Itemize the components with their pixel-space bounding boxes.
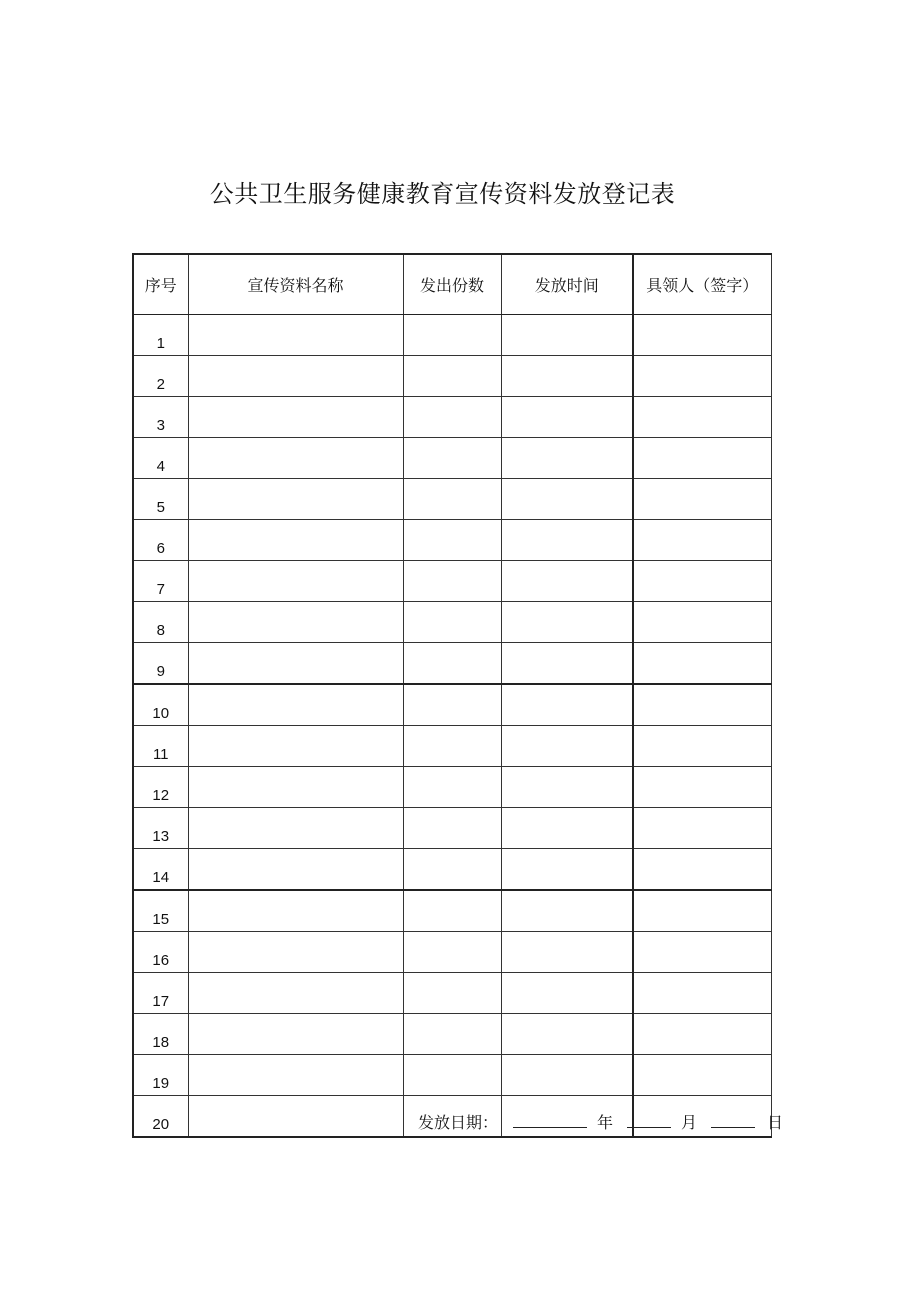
seq-cell: 15 <box>133 890 188 932</box>
date-label: 发放日期： <box>418 1113 499 1132</box>
material-name-cell[interactable] <box>188 602 403 643</box>
copies-issued-cell[interactable] <box>403 479 501 520</box>
copies-issued-cell[interactable] <box>403 1014 501 1055</box>
issue-time-cell[interactable] <box>501 397 633 438</box>
table-row <box>133 973 771 1014</box>
header-material-name: 宣传资料名称 <box>188 254 403 315</box>
copies-issued-cell[interactable] <box>403 849 501 891</box>
header-copies-issued: 发出份数 <box>403 254 501 315</box>
issue-time-cell[interactable] <box>501 684 633 726</box>
material-name-cell[interactable] <box>188 1055 403 1096</box>
issue-time-cell[interactable] <box>501 849 633 891</box>
seq-cell: 2 <box>133 356 188 397</box>
copies-issued-cell[interactable] <box>403 684 501 726</box>
table-row <box>133 438 771 479</box>
table-row <box>133 808 771 849</box>
table-row <box>133 1055 771 1096</box>
material-name-cell[interactable] <box>188 1014 403 1055</box>
table-row <box>133 561 771 602</box>
issue-time-cell[interactable] <box>501 890 633 932</box>
copies-issued-cell[interactable] <box>403 808 501 849</box>
seq-cell: 10 <box>133 684 188 726</box>
recipient-signature-cell[interactable] <box>633 932 771 973</box>
issue-time-cell[interactable] <box>501 356 633 397</box>
material-name-cell[interactable] <box>188 397 403 438</box>
seq-cell: 20 <box>133 1096 188 1138</box>
material-name-cell[interactable] <box>188 932 403 973</box>
recipient-signature-cell[interactable] <box>633 1014 771 1055</box>
table-row <box>133 684 771 726</box>
seq-cell: 19 <box>133 1055 188 1096</box>
page-title: 公共卫生服务健康教育宣传资料发放登记表 <box>209 180 676 208</box>
day-label: 日 <box>767 1113 784 1132</box>
material-name-cell[interactable] <box>188 684 403 726</box>
issue-time-cell[interactable] <box>501 932 633 973</box>
issue-time-cell[interactable] <box>501 808 633 849</box>
table-row <box>133 767 771 808</box>
year-blank[interactable] <box>513 1113 587 1128</box>
copies-issued-cell[interactable] <box>403 520 501 561</box>
recipient-signature-cell[interactable] <box>633 767 771 808</box>
material-name-cell[interactable] <box>188 356 403 397</box>
seq-cell: 11 <box>133 726 188 767</box>
issue-time-cell[interactable] <box>501 973 633 1014</box>
material-name-cell[interactable] <box>188 808 403 849</box>
material-name-cell[interactable] <box>188 973 403 1014</box>
recipient-signature-cell[interactable] <box>633 808 771 849</box>
recipient-signature-cell[interactable] <box>633 479 771 520</box>
recipient-signature-cell[interactable] <box>633 315 771 356</box>
table-body <box>133 315 771 1138</box>
issue-time-cell[interactable] <box>501 643 633 685</box>
year-label: 年 <box>597 1113 614 1132</box>
issue-time-cell[interactable] <box>501 1055 633 1096</box>
issue-time-cell[interactable] <box>501 561 633 602</box>
table-row <box>133 602 771 643</box>
table-row <box>133 1014 771 1055</box>
recipient-signature-cell[interactable] <box>633 438 771 479</box>
copies-issued-cell[interactable] <box>403 397 501 438</box>
recipient-signature-cell[interactable] <box>633 602 771 643</box>
header-recipient-signature: 具领人（签字） <box>633 254 771 315</box>
issue-time-cell[interactable] <box>501 479 633 520</box>
recipient-signature-cell[interactable] <box>633 973 771 1014</box>
recipient-signature-cell[interactable] <box>633 520 771 561</box>
seq-cell: 9 <box>133 643 188 685</box>
issue-time-cell[interactable] <box>501 520 633 561</box>
material-name-cell[interactable] <box>188 643 403 685</box>
material-name-cell[interactable] <box>188 890 403 932</box>
table-row <box>133 397 771 438</box>
seq-cell: 3 <box>133 397 188 438</box>
copies-issued-cell[interactable] <box>403 932 501 973</box>
table-row <box>133 315 771 356</box>
header-issue-time: 发放时间 <box>501 254 633 315</box>
recipient-signature-cell[interactable] <box>633 684 771 726</box>
material-name-cell[interactable] <box>188 849 403 891</box>
material-name-cell[interactable] <box>188 438 403 479</box>
seq-cell: 4 <box>133 438 188 479</box>
header-seq: 序号 <box>133 254 188 315</box>
material-name-cell[interactable] <box>188 767 403 808</box>
copies-issued-cell[interactable] <box>403 767 501 808</box>
table-row <box>133 890 771 932</box>
register-table <box>132 253 772 1138</box>
copies-issued-cell[interactable] <box>403 890 501 932</box>
seq-cell: 16 <box>133 932 188 973</box>
table-row <box>133 356 771 397</box>
table-row <box>133 520 771 561</box>
copies-issued-cell[interactable] <box>403 973 501 1014</box>
copies-issued-cell[interactable] <box>403 315 501 356</box>
seq-cell: 1 <box>133 315 188 356</box>
recipient-signature-cell[interactable] <box>633 356 771 397</box>
copies-issued-cell[interactable] <box>403 602 501 643</box>
seq-cell: 5 <box>133 479 188 520</box>
issue-time-cell[interactable] <box>501 315 633 356</box>
table-header-row <box>133 254 771 315</box>
seq-cell: 14 <box>133 849 188 891</box>
material-name-cell[interactable] <box>188 479 403 520</box>
copies-issued-cell[interactable] <box>403 561 501 602</box>
issue-time-cell[interactable] <box>501 1014 633 1055</box>
table-row <box>133 479 771 520</box>
copies-issued-cell[interactable] <box>403 1055 501 1096</box>
recipient-signature-cell[interactable] <box>633 849 771 891</box>
copies-issued-cell[interactable] <box>403 643 501 685</box>
seq-cell: 17 <box>133 973 188 1014</box>
recipient-signature-cell[interactable] <box>633 561 771 602</box>
seq-cell: 6 <box>133 520 188 561</box>
seq-cell: 18 <box>133 1014 188 1055</box>
day-blank[interactable] <box>711 1113 755 1128</box>
issue-date-line <box>418 1110 783 1133</box>
recipient-signature-cell[interactable] <box>633 1055 771 1096</box>
seq-cell: 12 <box>133 767 188 808</box>
seq-cell: 7 <box>133 561 188 602</box>
material-name-cell[interactable] <box>188 1096 403 1138</box>
issue-time-cell[interactable] <box>501 602 633 643</box>
table-row <box>133 643 771 685</box>
material-name-cell[interactable] <box>188 561 403 602</box>
copies-issued-cell[interactable] <box>403 726 501 767</box>
table-row <box>133 932 771 973</box>
material-name-cell[interactable] <box>188 520 403 561</box>
issue-time-cell[interactable] <box>501 767 633 808</box>
seq-cell: 13 <box>133 808 188 849</box>
recipient-signature-cell[interactable] <box>633 890 771 932</box>
month-blank[interactable] <box>627 1113 671 1128</box>
material-name-cell[interactable] <box>188 726 403 767</box>
issue-time-cell[interactable] <box>501 726 633 767</box>
table-row <box>133 726 771 767</box>
seq-cell: 8 <box>133 602 188 643</box>
copies-issued-cell[interactable] <box>403 356 501 397</box>
copies-issued-cell[interactable] <box>403 438 501 479</box>
recipient-signature-cell[interactable] <box>633 643 771 685</box>
recipient-signature-cell[interactable] <box>633 397 771 438</box>
table-row <box>133 849 771 891</box>
material-name-cell[interactable] <box>188 315 403 356</box>
month-label: 月 <box>681 1113 698 1132</box>
issue-time-cell[interactable] <box>501 438 633 479</box>
recipient-signature-cell[interactable] <box>633 726 771 767</box>
